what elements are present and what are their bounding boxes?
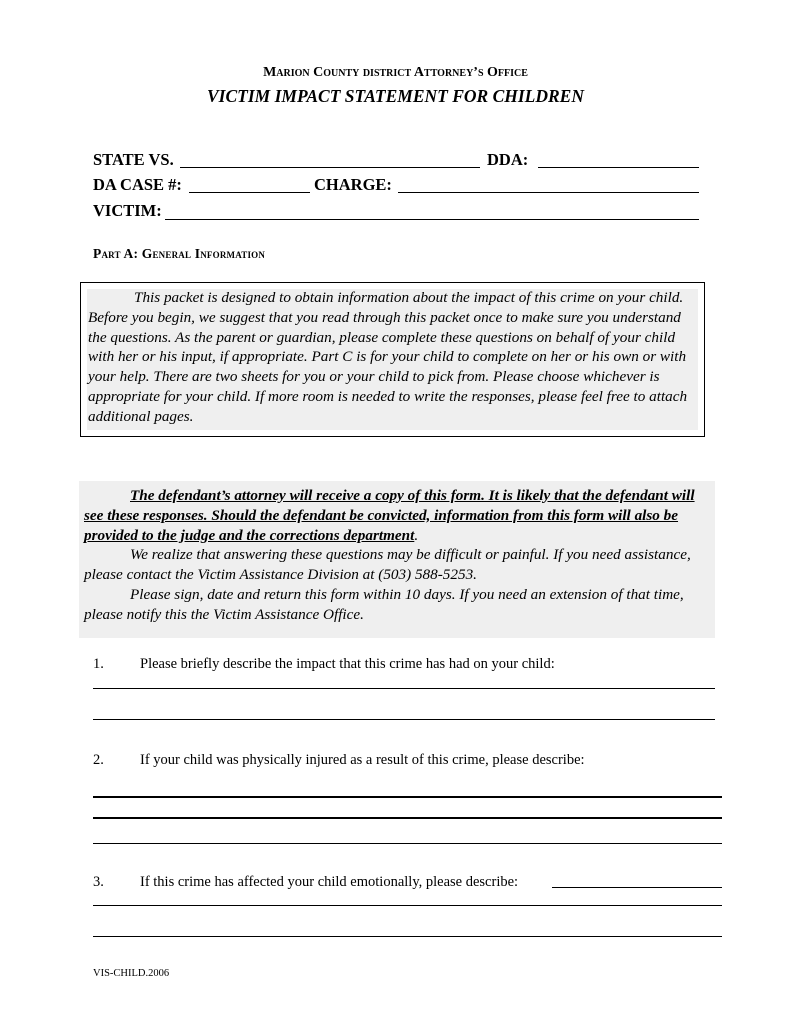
notice-return-paragraph xyxy=(84,585,712,625)
return-text: Please sign, date and return this form within 10 days. If you need an extension of that time, please notify this the Victim Assistance Office. xyxy=(84,585,684,623)
victim-label: VICTIM: xyxy=(93,201,162,220)
intro-text: This packet is designed to obtain information about the impact of this crime on your child. Before you begin, we suggest that you read through this packet once to make sure you understand the questions. As the parent or guardian, please complete these questions on behalf of your child with her or his input, if appropriate. Part C is for your child to complete on her or his own or with your help. There are two sheets for you or your child to pick from. Please choose whichever is appropriate for your child. If more room is needed to write the responses, please feel free to attach additional pages. xyxy=(88,289,688,425)
question-3-inline-answer-line[interactable] xyxy=(552,887,722,888)
dda-label: DDA: xyxy=(487,150,529,169)
question-1-answer-line[interactable] xyxy=(93,719,715,720)
question-3-number: 3. xyxy=(93,874,104,890)
notice-block xyxy=(84,486,712,625)
defendant-warning: The defendant’s attorney will receive a copy of this form. It is likely that the defendant will see these responses. Should the defendant be convicted, information from this form will also be provided to the judge and the corrections department xyxy=(84,487,695,544)
question-2-text: If your child was physically injured as a result of this crime, please describe: xyxy=(140,752,585,768)
intro-paragraph xyxy=(88,288,696,427)
state-vs-field[interactable] xyxy=(180,167,480,168)
office-heading xyxy=(0,65,791,81)
part-a-heading xyxy=(93,246,265,262)
question-2-answer-line[interactable] xyxy=(93,843,722,844)
notice-warning-paragraph xyxy=(84,486,712,545)
da-case-label: DA CASE #: xyxy=(93,175,182,194)
question-1-number: 1. xyxy=(93,656,104,672)
question-2-answer-line[interactable] xyxy=(93,817,722,819)
victim-field[interactable] xyxy=(165,219,699,220)
assistance-text: We realize that answering these questions may be difficult or painful. If you need assistance, please contact the Victim Assistance Division at (503) 588-5253. xyxy=(84,546,691,584)
question-1-answer-line[interactable] xyxy=(93,688,715,689)
form-code: VIS-CHILD.2006 xyxy=(93,968,170,979)
part-a-heading-text: Part A: General Information xyxy=(93,246,266,261)
charge-label: CHARGE: xyxy=(314,175,392,194)
notice-assistance-paragraph xyxy=(84,545,712,585)
question-2-answer-line[interactable] xyxy=(93,796,722,798)
form-title: VICTIM IMPACT STATEMENT FOR CHILDREN xyxy=(207,86,584,106)
dda-field[interactable] xyxy=(538,167,699,168)
question-3-answer-line[interactable] xyxy=(93,905,722,906)
charge-field[interactable] xyxy=(398,192,699,193)
warning-period: . xyxy=(414,526,419,544)
question-2-number: 2. xyxy=(93,752,104,768)
question-3-text: If this crime has affected your child emotionally, please describe: xyxy=(140,874,519,890)
question-1-text: Please briefly describe the impact that this crime has had on your child: xyxy=(140,656,555,672)
question-3-answer-line[interactable] xyxy=(93,936,722,937)
office-name: Marion County district Attorney’s Office xyxy=(263,65,528,80)
state-vs-label: STATE VS. xyxy=(93,150,174,169)
da-case-field[interactable] xyxy=(189,192,310,193)
